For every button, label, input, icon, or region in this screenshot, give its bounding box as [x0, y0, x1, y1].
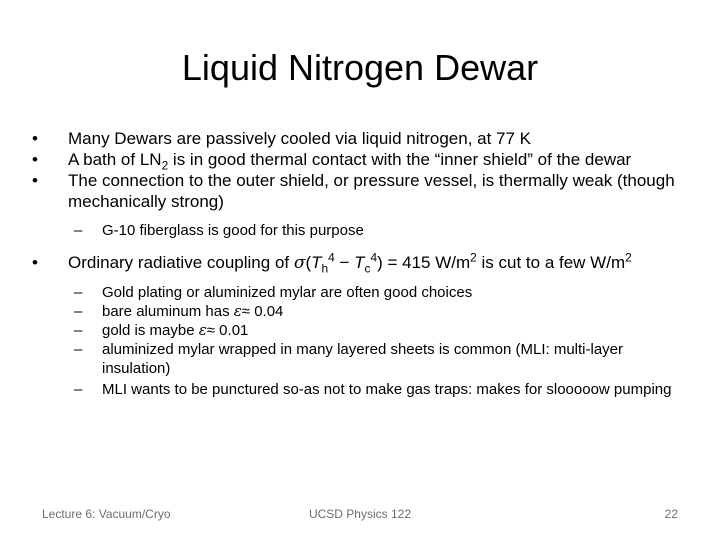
power-2a: 2 — [470, 250, 477, 265]
bullet-marker: • — [32, 171, 38, 190]
bullet-4-sub-1-text: Gold plating or aluminized mylar are often good choices — [102, 284, 473, 301]
bullet-4-sub-4-text: aluminized mylar wrapped in many layered sheets is common (MLI: multi-layer insulation) — [102, 341, 624, 377]
hot-subscript: h — [321, 261, 329, 276]
bullet-4-sub-2 — [28, 302, 692, 321]
power-4a: 4 — [328, 250, 335, 265]
minus-sign: − — [334, 253, 355, 272]
power-4b: 4 — [370, 250, 378, 265]
bullet-4-sub-2-post: ≈ 0.04 — [241, 303, 284, 320]
footer-lecture: Lecture 6: Vacuum/Cryo — [42, 507, 171, 521]
bullet-1 — [28, 128, 692, 149]
slide-title: Liquid Nitrogen Dewar — [181, 47, 539, 88]
footer-course: UCSD Physics 122 — [308, 507, 412, 521]
bullet-4-sub-3-pre: gold is maybe — [102, 322, 199, 339]
paren-open: ( — [305, 253, 312, 272]
bullet-4-sub-1 — [28, 283, 692, 302]
t-cold: T — [354, 253, 365, 272]
bullet-4-mid: ) = 415 W/m — [377, 253, 471, 272]
dash-marker: – — [74, 341, 83, 358]
bullet-2-subscript: 2 — [161, 158, 169, 173]
bullet-4-sub-2-pre: bare aluminum has — [102, 303, 234, 320]
bullet-1-text: Many Dewars are passively cooled via liquid nitrogen, at 77 K — [68, 129, 532, 148]
sigma-symbol: σ — [293, 253, 306, 273]
bullet-3 — [28, 170, 692, 212]
epsilon-symbol: ε — [198, 321, 207, 339]
footer-page-number: 22 — [664, 507, 678, 521]
slide-body — [28, 128, 692, 399]
bullet-4-sub-3-post: ≈ 0.01 — [206, 322, 249, 339]
bullet-4-mid2: is cut to a few W/m — [476, 253, 626, 272]
bullet-3-sub-1-text: G-10 fiberglass is good for this purpose — [102, 222, 364, 239]
bullet-marker: • — [32, 150, 38, 169]
bullet-3-text: The connection to the outer shield, or pressure vessel, is thermally weak (though mechanically strong) — [68, 171, 675, 211]
bullet-4 — [28, 252, 692, 274]
dash-marker: – — [74, 303, 83, 320]
bullet-marker: • — [32, 129, 38, 148]
dash-marker: – — [74, 222, 83, 239]
epsilon-symbol: ε — [233, 302, 242, 320]
dash-marker: – — [74, 381, 83, 398]
bullet-4-sub-3 — [28, 321, 692, 340]
bullet-3-sub-1 — [28, 221, 692, 240]
dash-marker: – — [74, 284, 83, 301]
bullet-4-sub-5 — [28, 380, 692, 399]
bullet-2-text-pre: A bath of LN — [68, 150, 162, 169]
bullet-4-sub-5-text: MLI wants to be punctured so-as not to make gas traps: makes for slooooow pumping — [102, 381, 672, 398]
bullet-2-text-post: is in good thermal contact with the “inner shield” of the dewar — [168, 150, 632, 169]
bullet-2 — [28, 149, 692, 173]
power-2b: 2 — [625, 250, 632, 265]
cold-subscript: c — [364, 261, 371, 276]
dash-marker: – — [74, 322, 83, 339]
bullet-marker: • — [32, 253, 38, 272]
t-hot: T — [311, 253, 322, 272]
bullet-4-sub-4 — [28, 340, 692, 378]
bullet-4-text-pre: Ordinary radiative coupling of — [68, 253, 294, 272]
